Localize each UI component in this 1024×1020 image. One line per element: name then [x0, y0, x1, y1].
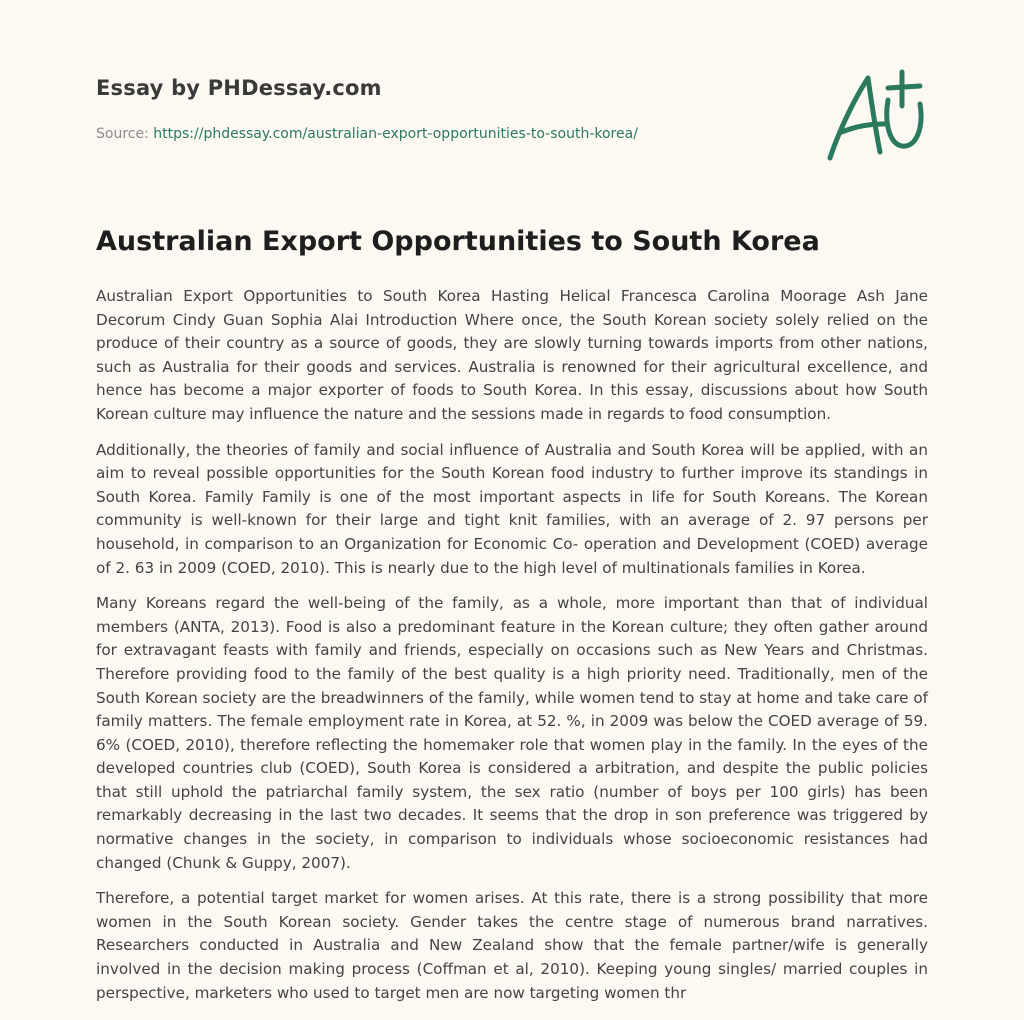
source-link[interactable]: https://phdessay.com/australian-export-opportunities-to-south-korea/	[153, 126, 638, 142]
essay-paragraph: Many Koreans regard the well-being of the family, as a whole, more important than that of individual members (ANTA, 2013). Food is also a predominant feature in the Korean culture; they often gather around for extravagant feasts with family and friends, especially on occasions such as New Years and Christmas. Therefore providing food to the family of the best quality is a high priority need. Traditionally, men of the South Korean society are the breadwinners of the family, while women tend to stay at home and take care of family matters. The female employment rate in Korea, at 52. %, in 2009 was below the COED average of 59. 6% (COED, 2010), therefore reflecting the homemaker role that women play in the family. In the eyes of the developed countries club (COED), South Korea is considered a arbitration, and despite the public policies that still uphold the patriarchal family system, the sex ratio (number of boys per 100 girls) has been remarkably decreasing in the last two decades. It seems that the drop in son preference was triggered by normative changes in the society, in comparison to individuals whose socioeconomic resistances had changed (Chunk & Guppy, 2007).	[96, 594, 928, 872]
source-line	[96, 126, 796, 142]
essay-paragraph: Australian Export Opportunities to South Korea Hasting Helical Francesca Carolina Moorage Ash Jane Decorum Cindy Guan Sophia Alai Introduction Where once, the South Korean society solely relied on the produce of their country as a source of goods, they are slowly turning towards imports from other nations, such as Australia for their goods and services. Australia is renowned for their agricultural excellence, and hence has become a major exporter of foods to South Korea. In this essay, discussions about how South Korean culture may influence the nature and the sessions made in regards to food consumption.	[96, 287, 928, 423]
a-plus-logo-icon	[822, 66, 932, 166]
essay-title: Australian Export Opportunities to South Korea	[96, 226, 820, 257]
source-label: Source:	[96, 126, 154, 142]
essay-paragraph: Additionally, the theories of family and social influence of Australia and South Korea will be applied, with an aim to reveal possible opportunities for the South Korean food industry to further improve its standings in South Korea. Family Family is one of the most important aspects in life for South Koreans. The Korean community is well-known for their large and tight knit families, with an average of 2. 97 persons per household, in comparison to an Organization for Economic Co- operation and Development (COED) average of 2. 63 in 2009 (COED, 2010). This is nearly due to the high level of multinationals families in Korea.	[96, 440, 928, 577]
page-header	[96, 76, 796, 142]
site-brand: Essay by PHDessay.com	[96, 76, 382, 100]
a-plus-logo-svg	[822, 66, 932, 166]
essay-body	[96, 285, 928, 1017]
essay-paragraph: Therefore, a potential target market for women arises. At this rate, there is a strong possibility that more women in the South Korean society. Gender takes the centre stage of numerous brand narratives. Researchers conducted in Australia and New Zealand show that the female partner/wife is generally involved in the decision making process (Coffman et al, 2010). Keeping young singles/ married couples in perspective, marketers who used to target men are now targeting women thr	[96, 889, 928, 1002]
